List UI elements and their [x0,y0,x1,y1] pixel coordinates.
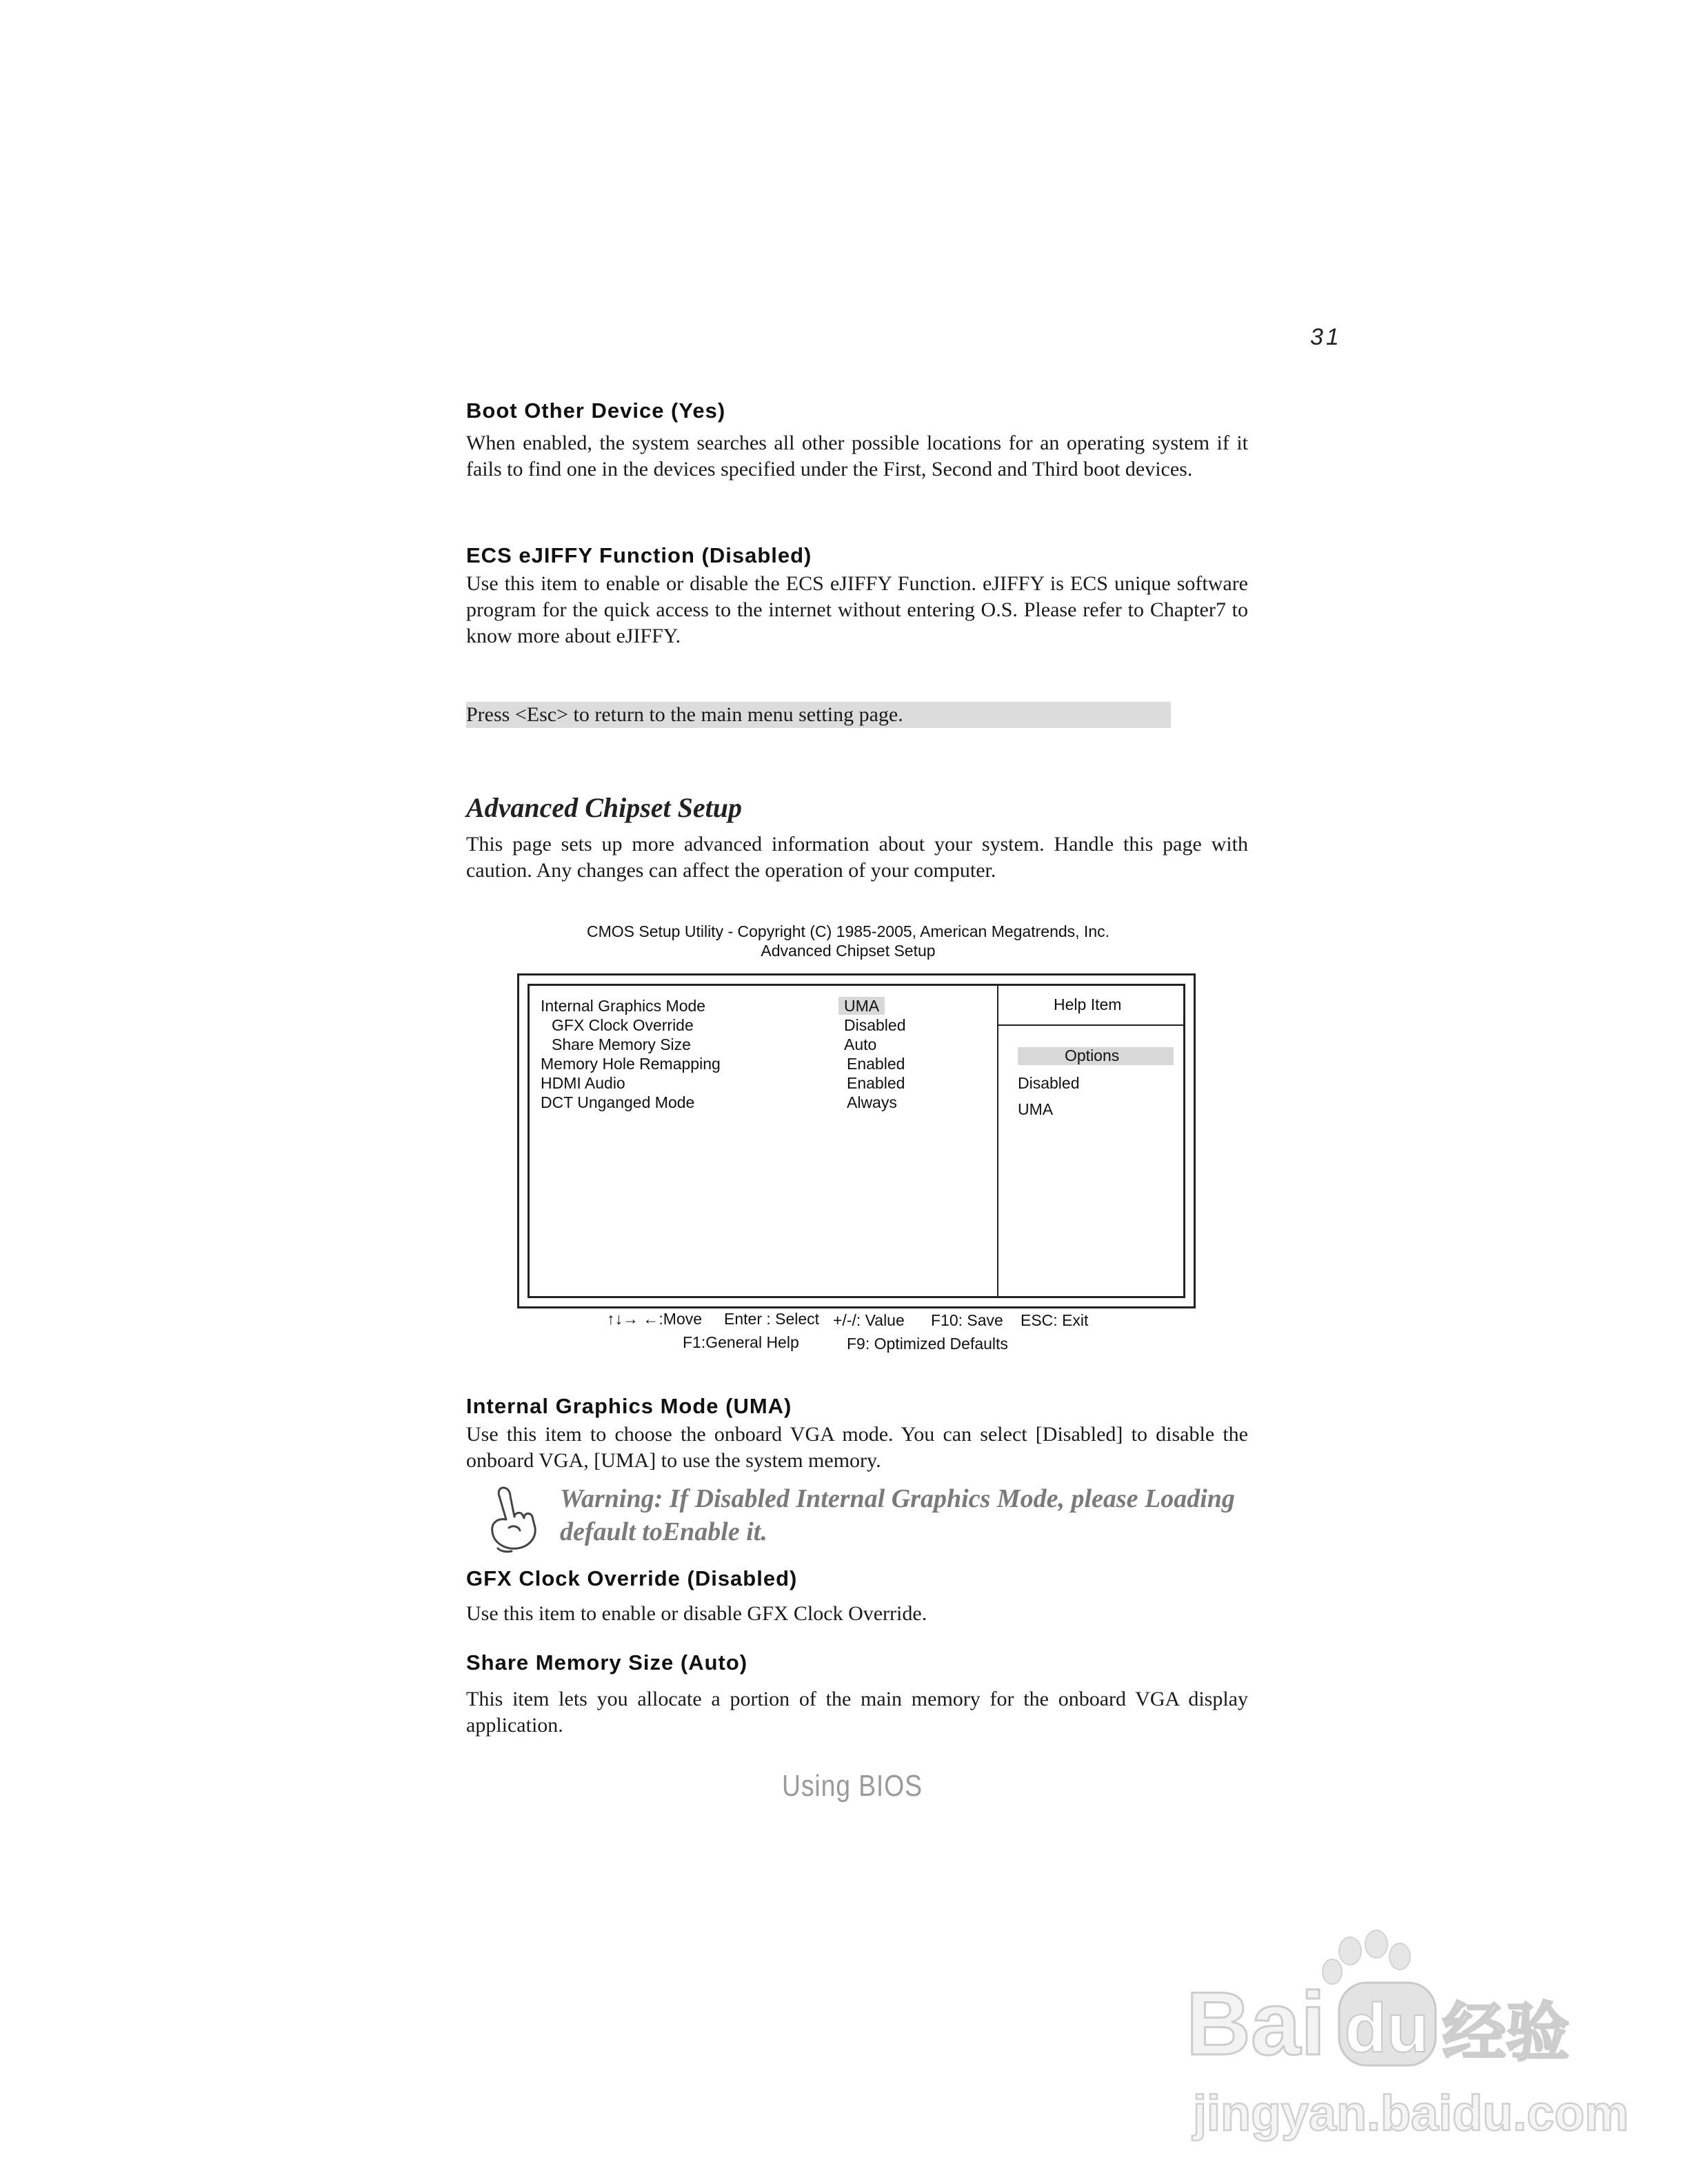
boot-other-heading: Boot Other Device (Yes) [466,398,726,423]
share-memory-body: This item lets you allocate a portion of the main memory for the onboard VGA display application. [466,1688,1248,1737]
ejiffy-heading: ECS eJIFFY Function (Disabled) [466,543,812,567]
bios-screen [517,973,1196,1308]
key-exit: ESC: Exit [1021,1311,1089,1329]
footer-chapter-title: Using BIOS [782,1769,923,1803]
bios-value-hdmi-audio[interactable]: Enabled [847,1074,905,1092]
pointing-hand-icon [483,1482,549,1554]
svg-text:du: du [1345,1990,1429,2067]
boot-other-body: When enabled, the system searches all other possible locations for an operating system if it fails to find one in the devices specified under the First, Second and Third boot devices. [466,432,1248,481]
bios-value-internal-graphics[interactable] [838,997,885,1015]
bios-inner-frame [528,984,1185,1298]
key-move: ↑↓→ ←:Move [607,1310,703,1328]
bios-help-separator [998,1024,1183,1026]
bios-item-hdmi-audio[interactable]: HDMI Audio [541,1074,625,1092]
bios-item-internal-graphics[interactable]: Internal Graphics Mode [541,997,706,1015]
bios-value-highlight: UMA [838,997,885,1015]
bios-value-dct-unganged[interactable]: Always [847,1093,897,1111]
svg-text:经验: 经验 [1443,1996,1570,2070]
bios-item-dct-unganged[interactable]: DCT Unganged Mode [541,1093,695,1111]
warning-text: Warning: If Disabled Internal Graphics Mode, please Loading default toEnable it. [560,1484,1235,1546]
key-general-help: F1:General Help [683,1333,799,1351]
bios-divider [997,986,998,1296]
internal-graphics-heading: Internal Graphics Mode (UMA) [466,1394,792,1418]
bios-caption-title: Advanced Chipset Setup [761,942,936,960]
esc-note: Press <Esc> to return to the main menu setting page. [466,702,1171,728]
key-select: Enter : Select [724,1310,820,1328]
gfx-clock-heading: GFX Clock Override (Disabled) [466,1566,798,1590]
baidu-watermark-logo [1186,1923,1629,2151]
key-optimized-defaults: F9: Optimized Defaults [847,1335,1008,1353]
bios-item-memory-hole[interactable]: Memory Hole Remapping [541,1055,721,1073]
key-save: F10: Save [931,1311,1003,1329]
ejiffy-body: Use this item to enable or disable the ECS eJIFFY Function. eJIFFY is ECS unique software program for the quick access to the internet without entering O.S. Please refer to Chapter7 to know more about eJIFFY. [466,572,1248,647]
bios-item-share-memory[interactable]: Share Memory Size [552,1035,691,1053]
advanced-chipset-body: This page sets up more advanced information about your system. Handle this page with caution. Any changes can affect the operation of your computer. [466,833,1248,882]
advanced-chipset-title: Advanced Chipset Setup [466,792,743,823]
bios-value-gfx-clock[interactable]: Disabled [844,1016,906,1034]
bios-value-share-memory[interactable]: Auto [844,1035,877,1053]
key-value: +/-/: Value [833,1311,905,1329]
bios-option-disabled: Disabled [1018,1074,1080,1092]
bios-item-gfx-clock[interactable]: GFX Clock Override [552,1016,694,1034]
gfx-clock-body: Use this item to enable or disable GFX Clock Override. [466,1602,927,1625]
bios-value-memory-hole[interactable]: Enabled [847,1055,905,1073]
page-number: 31 [1310,324,1342,350]
internal-graphics-body: Use this item to choose the onboard VGA mode. You can select [Disabled] to disable the onboard VGA, [UMA] to use the system memory. [466,1423,1248,1472]
bios-option-uma: UMA [1018,1100,1054,1118]
bios-options-label: Options [1065,1046,1120,1064]
share-memory-heading: Share Memory Size (Auto) [466,1650,748,1675]
bios-caption-copyright: CMOS Setup Utility - Copyright (C) 1985-2005, American Megatrends, Inc. [586,922,1110,940]
svg-text:jingyan.baidu.com: jingyan.baidu.com [1193,2086,1629,2141]
svg-text:Bai: Bai [1186,1973,1326,2074]
bios-help-title: Help Item [1054,995,1122,1013]
